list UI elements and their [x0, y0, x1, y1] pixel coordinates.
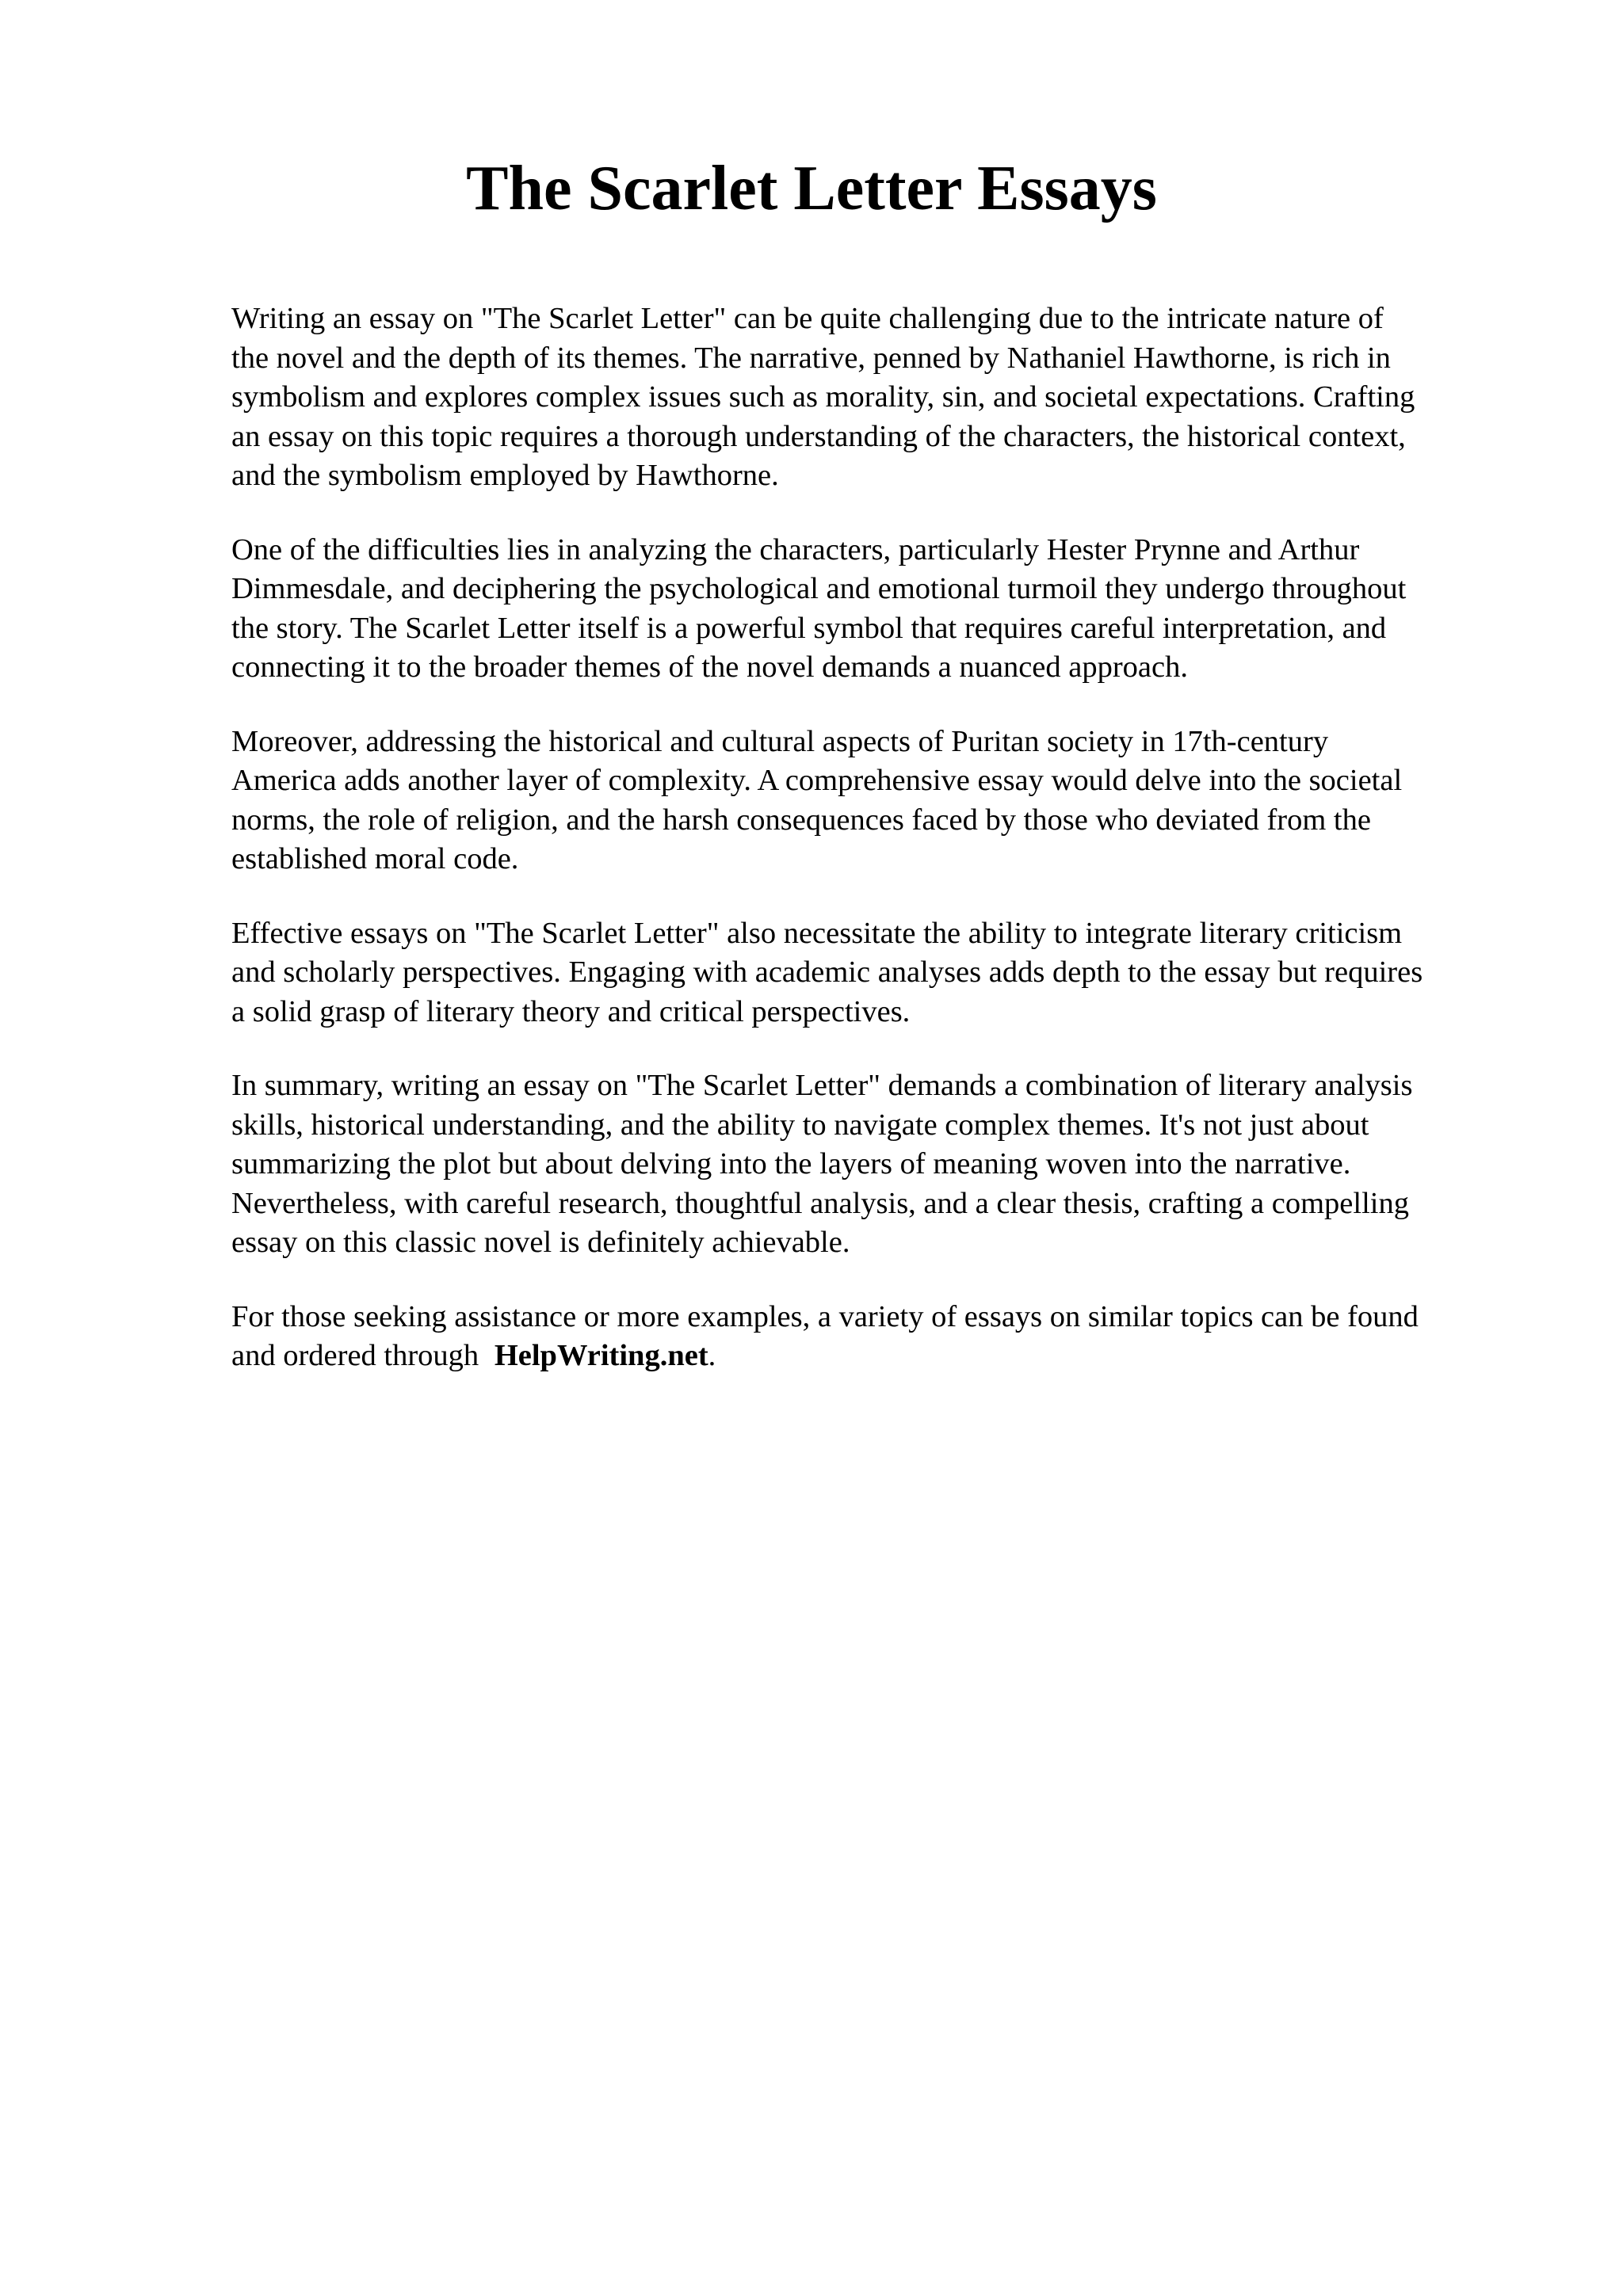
closing-line: For those seeking assistance or more examples, a variety of essays on similar topics can be found: [231, 1299, 1419, 1333]
paragraph-line: Moreover, addressing the historical and cultural aspects of Puritan society in 17th-century: [231, 724, 1329, 758]
helpwriting-link[interactable]: HelpWriting.net: [494, 1339, 708, 1372]
closing-suffix: .: [708, 1339, 716, 1372]
paragraph-4: [231, 914, 1523, 1032]
paragraph-line: skills, historical understanding, and the ability to navigate complex themes. It's not just about: [231, 1108, 1369, 1142]
paragraph-line: and the symbolism employed by Hawthorne.: [231, 459, 779, 492]
paragraph-2: [231, 531, 1523, 688]
paragraph-line: established moral code.: [231, 842, 519, 875]
paragraph-line: Writing an essay on "The Scarlet Letter" can be quite challenging due to the intricate nature of: [231, 302, 1384, 335]
paragraph-line: America adds another layer of complexity. A comprehensive essay would delve into the societal: [231, 764, 1403, 797]
paragraph-line: the novel and the depth of its themes. The narrative, penned by Nathaniel Hawthorne, is rich in: [231, 341, 1391, 375]
paragraph-line: a solid grasp of literary theory and critical perspectives.: [231, 994, 911, 1028]
paragraph-1: [231, 299, 1523, 496]
paragraph-line: Dimmesdale, and deciphering the psychological and emotional turmoil they undergo throughout: [231, 572, 1407, 605]
document-body: [231, 299, 1523, 1411]
paragraph-line: norms, the role of religion, and the harsh consequences faced by those who deviated from the: [231, 803, 1371, 837]
paragraph-line: the story. The Scarlet Letter itself is a powerful symbol that requires careful interpretation, and: [231, 611, 1387, 645]
paragraph-line: an essay on this topic requires a thorough understanding of the characters, the historical context,: [231, 419, 1406, 453]
paragraph-line: connecting it to the broader themes of the novel demands a nuanced approach.: [231, 650, 1188, 684]
paragraph-line: One of the difficulties lies in analyzing the characters, particularly Hester Prynne and Arthur: [231, 532, 1360, 566]
paragraph-line: In summary, writing an essay on "The Scarlet Letter" demands a combination of literary analysis: [231, 1069, 1413, 1102]
paragraph-3: [231, 723, 1523, 879]
paragraph-5: [231, 1066, 1523, 1263]
paragraph-line: summarizing the plot but about delving into the layers of meaning woven into the narrative.: [231, 1147, 1351, 1180]
paragraph-line: and scholarly perspectives. Engaging with academic analyses adds depth to the essay but requires: [231, 955, 1423, 989]
document-title: The Scarlet Letter Essays: [466, 154, 1157, 223]
closing-line: [231, 1337, 1523, 1376]
paragraph-line: Nevertheless, with careful research, thoughtful analysis, and a clear thesis, crafting a compelling: [231, 1186, 1409, 1220]
closing-prefix: and ordered through: [231, 1339, 479, 1372]
closing-paragraph: [231, 1298, 1523, 1376]
paragraph-line: essay on this classic novel is definitely achievable.: [231, 1226, 850, 1259]
paragraph-line: symbolism and explores complex issues such as morality, sin, and societal expectations. Crafting: [231, 380, 1415, 414]
paragraph-line: Effective essays on "The Scarlet Letter" also necessitate the ability to integrate literary criticism: [231, 916, 1403, 950]
